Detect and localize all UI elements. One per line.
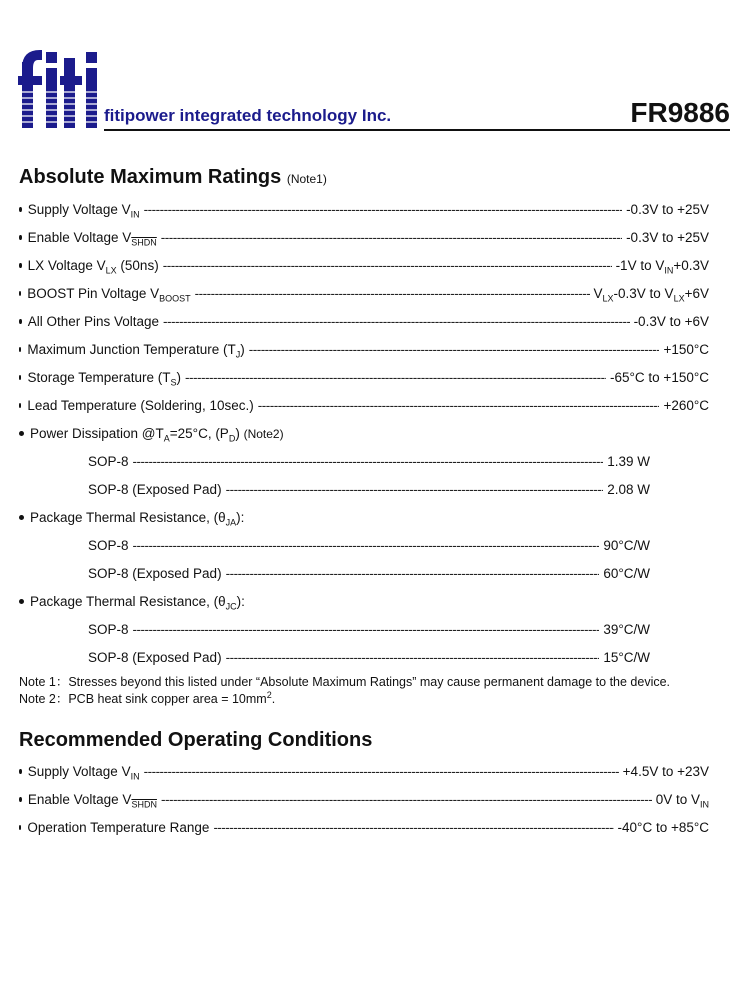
spec-value: 1.39 W [607, 454, 650, 469]
spec-value: +4.5V to +23V [622, 764, 709, 779]
leader-dashes [161, 792, 652, 807]
spec-row-other-pins: All Other Pins Voltage ----- -0.3V to +6V [19, 314, 709, 334]
spec-value: 0V to $V_{IN}$ [655, 792, 709, 810]
leader-dashes [133, 538, 600, 553]
leader-dashes [226, 650, 600, 665]
spec-value: +260°C [663, 398, 709, 413]
leader-dashes [226, 566, 600, 581]
leader-dashes [226, 482, 604, 497]
spec-row-pd-sop8-ep: SOP-8 (Exposed Pad) ----- 2.08 W [88, 482, 650, 502]
spec-value: 60°C/W [603, 566, 650, 581]
spec-value: -1V to $V_{IN}+0.3V$ [615, 258, 709, 276]
leader-dashes [144, 764, 619, 779]
spec-row-boost-voltage: BOOST Pin Voltage $V_{BOOST}$ ----- $V_{LX}-0.3V$ to $V_{LX}+6V$ [19, 286, 709, 306]
abs-max-note-ref: (Note1) [286, 172, 327, 186]
abs-max-title: Absolute Maximum Ratings (Note1) [19, 166, 327, 188]
rec-row-supply-voltage: Supply Voltage $V_{IN}$ ----- +4.5V to +23V [19, 764, 709, 784]
leader-dashes [161, 230, 622, 245]
spec-value: +150°C [663, 342, 709, 357]
leader-dashes [185, 370, 606, 385]
bullet-icon [19, 319, 22, 324]
header-divider [104, 129, 730, 131]
leader-dashes [213, 820, 613, 835]
spec-row-ja-sop8-ep: SOP-8 (Exposed Pad) ----- 60°C/W [88, 566, 650, 586]
leader-dashes [258, 398, 660, 413]
spec-value: 15°C/W [603, 650, 650, 665]
spec-row-pd-sop8: SOP-8 ----- 1.39 W [88, 454, 650, 474]
spec-value: $V_{LX}-0.3V$ to $V_{LX}+6V$ [593, 286, 709, 304]
spec-row-theta-ja: Package Thermal Resistance, $(\theta_{JA})$: [19, 510, 709, 530]
spec-value: 90°C/W [603, 538, 650, 553]
spec-value: -40°C to +85°C [617, 820, 709, 835]
spec-value: 2.08 W [607, 482, 650, 497]
leader-dashes [249, 342, 660, 357]
leader-dashes [133, 622, 600, 637]
bullet-icon [19, 347, 21, 352]
spec-row-junction-temp: Maximum Junction Temperature $(T_J)$ ----- +150°C [19, 342, 709, 362]
spec-row-jc-sop8-ep: SOP-8 (Exposed Pad) ----- 15°C/W [88, 650, 650, 670]
spec-row-power-dissipation: Power Dissipation $@T_A=25^\circ C$, $(P_D)$ (Note2) [19, 426, 709, 446]
note-1: Note 1：Stresses beyond this listed under “Absolute Maximum Ratings” may cause permanent damage to the device. [19, 675, 671, 689]
spec-row-theta-jc: Package Thermal Resistance, $(\theta_{JC})$: [19, 594, 709, 614]
bullet-icon [19, 375, 21, 380]
spec-row-supply-voltage: Supply Voltage $V_{IN}$ ----- -0.3V to +25V [19, 202, 709, 222]
leader-dashes [163, 258, 612, 273]
part-number: FR9886 [630, 97, 730, 128]
leader-dashes [144, 202, 622, 217]
leader-dashes [133, 454, 604, 469]
rec-op-title: Recommended Operating Conditions [19, 729, 373, 751]
bullet-icon [19, 263, 22, 268]
bullet-icon [19, 403, 21, 408]
bullet-icon [19, 235, 22, 240]
spec-value: -0.3V to +6V [633, 314, 709, 329]
note-2: Note 2：PCB heat sink copper area = $10mm^2$. [19, 689, 276, 706]
spec-row-storage-temp: Storage Temperature $(T_S)$ ----- -65°C to +150°C [19, 370, 709, 390]
page-header [0, 0, 750, 140]
spec-value: -0.3V to +25V [626, 202, 709, 217]
bullet-icon [19, 769, 22, 774]
spec-value: 39°C/W [603, 622, 650, 637]
leader-dashes [163, 314, 630, 329]
spec-row-lead-temp: Lead Temperature (Soldering, 10sec.) ----- +260°C [19, 398, 709, 418]
spec-row-lx-voltage: LX Voltage $V_{LX}$ (50ns) ----- -1V to $V_{IN}+0.3V$ [19, 258, 709, 278]
bullet-icon [19, 797, 22, 802]
spec-value: -0.3V to +25V [626, 230, 709, 245]
spec-value: -65°C to +150°C [610, 370, 709, 385]
bullet-icon [19, 207, 22, 212]
bullet-icon [19, 825, 21, 830]
bullet-icon [19, 431, 24, 436]
fiti-logo [18, 48, 102, 128]
rec-row-enable-voltage: Enable Voltage $V_{SHDN}$ ----- 0V to $V_{IN}$ [19, 792, 709, 812]
spec-row-jc-sop8: SOP-8 ----- 39°C/W [88, 622, 650, 642]
company-name: fitipower integrated technology Inc. [104, 106, 392, 125]
spec-row-ja-sop8: SOP-8 ----- 90°C/W [88, 538, 650, 558]
spec-row-enable-voltage: Enable Voltage $V_{SHDN}$ ----- -0.3V to +25V [19, 230, 709, 250]
rec-row-op-temp: Operation Temperature Range ----- -40°C to +85°C [19, 820, 709, 840]
bullet-icon [19, 599, 24, 604]
bullet-icon [19, 291, 21, 296]
leader-dashes [195, 286, 590, 301]
bullet-icon [19, 515, 24, 520]
